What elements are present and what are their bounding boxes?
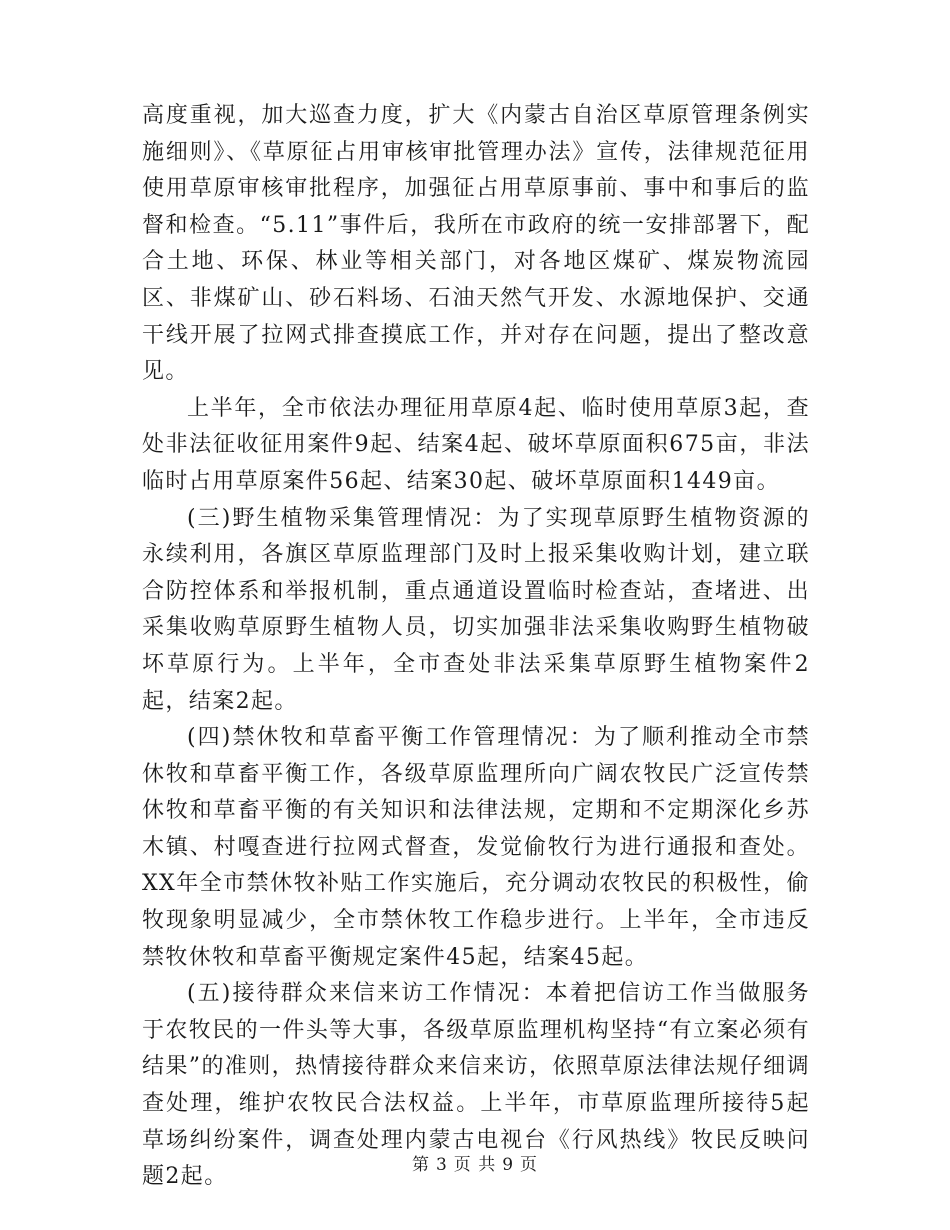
paragraph-letters-visits: (五)接待群众来信来访工作情况：本着把信访工作当做服务于农牧民的一件头等大事，各级草原监理机构坚持“有立案必须有结果”的准则，热情接待群众来信来访，依照草原法律法规仔细调查处理，维护农牧民合法权益。上半年，市草原监理所接待5起草场纠纷案件，调查处理内蒙古电视台《行风热线》牧民反映问题2起。 (142, 981, 810, 1190)
document-body (142, 98, 810, 1196)
paragraph-continuation: 高度重视，加大巡查力度，扩大《内蒙古自治区草原管理条例实施细则》、《草原征占用审核审批管理办法》宣传，法律规范征用使用草原审核审批程序，加强征占用草原事前、事中和事后的监督和检查。“5.11”事件后，我所在市政府的统一安排部署下，配合土地、环保、林业等相关部门，对各地区煤矿、煤炭物流园区、非煤矿山、砂石料场、石油天然气开发、水源地保护、交通干线开展了拉网式排查摸底工作，并对存在问题，提出了整改意见。 (142, 103, 810, 385)
page-footer (0, 1150, 950, 1175)
footer-suffix: 页 (520, 1155, 539, 1175)
footer-total-pages: 9 (502, 1155, 515, 1175)
paragraph-wild-plant-collection: (三)野生植物采集管理情况：为了实现草原野生植物资源的永续利用，各旗区草原监理部门及时上报采集收购计划，建立联合防控体系和举报机制，重点通道设置临时检查站，查堵进、出采集收购草原野生植物人员，切实加强非法采集收购野生植物破坏草原行为。上半年，全市查处非法采集草原野生植物案件2起，结案2起。 (142, 505, 810, 714)
paragraph-grazing-ban-balance: (四)禁休牧和草畜平衡工作管理情况：为了顺利推动全市禁休牧和草畜平衡工作，各级草原监理所向广阔农牧民广泛宣传禁休牧和草畜平衡的有关知识和法律法规，定期和不定期深化乡苏木镇、村嘎查进行拉网式督查，发觉偷牧行为进行通报和查处。XX年全市禁休牧补贴工作实施后，充分调动农牧民的积极性，偷牧现象明显减少，全市禁休牧工作稳步进行。上半年，全市违反禁牧休牧和草畜平衡规定案件45起，结案45起。 (142, 725, 810, 970)
footer-page-number: 3 (435, 1155, 448, 1175)
footer-prefix: 第 (411, 1155, 430, 1175)
footer-middle: 页 共 (453, 1155, 497, 1175)
paragraph-grassland-statistics: 上半年，全市依法办理征用草原4起、临时使用草原3起，查处非法征收征用案件9起、结案4起、破坏草原面积675亩，非法临时占用草原案件56起、结案30起、破坏草原面积1449亩。 (142, 395, 810, 494)
